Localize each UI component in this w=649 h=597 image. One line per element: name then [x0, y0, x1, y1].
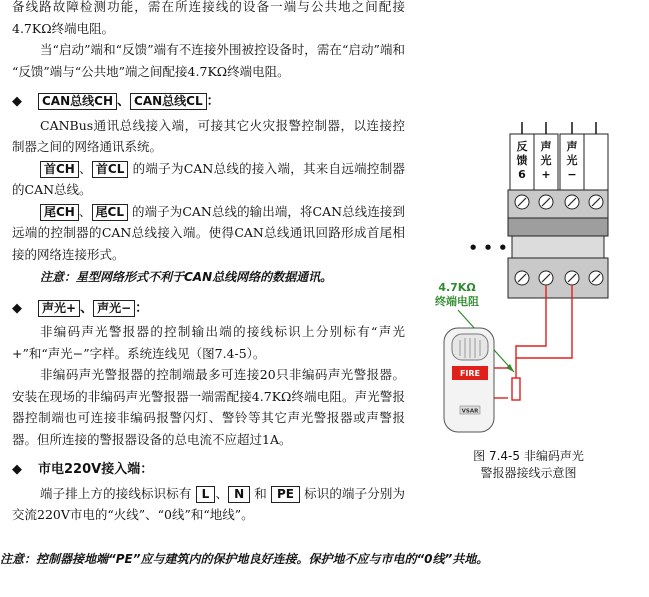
- mains-terminal-tag: PE: [271, 486, 300, 503]
- sound-paragraph: 非编码声光警报器的控制端最多可连接20只非编码声光警报器。安装在现场的非编码声光警报器一端需配接4.7KΩ终端电阻。声光警报器控制端也可连接非编码报警闪灯、警铃等其它声光警报器或声警报器。但所连接的警报器设备的总电流不应超过1A。: [12, 367, 405, 447]
- siren-brand-text: VSAR: [461, 408, 479, 415]
- red-wiring: [492, 285, 572, 398]
- figure-caption-line-2: 警报器接线示意图: [480, 466, 577, 480]
- terminal-label: [541, 139, 552, 181]
- terminal-label-char: +: [541, 168, 551, 181]
- terminal-tag: 首CH: [40, 161, 79, 178]
- can-paragraph-text: CANBus通讯总线接入端，可接其它火灾报警控制器，以连接控制器之间的网络通讯系统。: [12, 117, 405, 154]
- terminal-label-char: −: [567, 168, 577, 181]
- diamond-bullet-icon: ◆: [12, 300, 22, 316]
- can-heading-tag: CAN总线CL: [130, 93, 207, 110]
- terminal-ellipsis: • • •: [468, 239, 508, 257]
- can-heading-tags: [38, 94, 207, 109]
- resistor: [512, 378, 520, 400]
- intro-line-2: 当“启动”端和“反馈”端有不连接外围被控设备时，需在“启动”端和 “反馈”端与“公共地”端之间配接4.7KΩ终端电阻。: [12, 42, 405, 79]
- can-paragraph: [12, 115, 405, 158]
- can-heading-separator: 、: [117, 94, 131, 109]
- sound-heading-tag: 声光−: [93, 300, 135, 317]
- mains-heading-text: 市电220V接入端：: [38, 462, 154, 477]
- terminal-label-char: 馈: [516, 154, 528, 167]
- mains-terminal-tag: L: [196, 486, 216, 503]
- wiring-figure: [408, 110, 649, 480]
- top-wires: [522, 122, 596, 134]
- intro-line-1: 备线路故障检测功能，需在所连接线的设备一端与公共地之间配接4.7KΩ终端电阻。: [12, 0, 405, 36]
- can-paragraph-text: 的端子为CAN总线的输出端，将CAN总线连接到远端的控制器的CAN总线接入端。使得CAN总线通讯回路形成首尾相接的网络连接形式。: [12, 203, 405, 262]
- diamond-bullet-icon: ◆: [12, 94, 22, 109]
- terminal-block-base: [508, 218, 608, 236]
- terminal-tag: 尾CL: [92, 204, 128, 221]
- mains-terminal-tag: N: [228, 486, 250, 503]
- terminal-label-char: 光: [566, 154, 578, 167]
- can-paragraph: [12, 158, 405, 201]
- mains-text-after: 标识的端子分别为交流220V市电的“火线”、“0线”和“地线”。: [12, 485, 405, 522]
- terminal-tag: 尾CH: [40, 204, 79, 221]
- sound-paragraph: 非编码声光警报器的控制输出端的接线标识上分别标有“声光+”和“声光−”字样。系统连线见（图7.4-5）。: [12, 324, 405, 361]
- sound-heading-separator: 、: [80, 300, 94, 316]
- sound-heading-colon: ：: [135, 300, 149, 316]
- terminal-label-char: 光: [540, 154, 552, 167]
- terminal-block-gap: [512, 236, 604, 258]
- terminal-label-char: 声: [566, 140, 578, 153]
- terminal-label-char: 声: [540, 140, 552, 153]
- mains-section-body: [12, 483, 405, 526]
- terminal-separator: 、: [78, 203, 92, 219]
- resistor-value-label: 4.7KΩ: [438, 281, 476, 294]
- can-paragraph: [12, 201, 405, 266]
- siren-fire-text: FIRE: [459, 369, 481, 378]
- terminal-label-text: [517, 139, 578, 181]
- sound-section-heading: [12, 298, 405, 320]
- terminal-tag: 首CL: [92, 161, 128, 178]
- grounding-note: 注意：控制器接地端“PE”应与建筑内的保护地良好连接。保护地不应与市电的“0线”共地。: [0, 552, 489, 566]
- can-paragraph-text: 的端子为CAN总线的接入端，其来自远端控制器的CAN总线。: [12, 160, 405, 197]
- can-heading-tag: CAN总线CH: [38, 93, 117, 110]
- sound-heading-tag: 声光+: [38, 300, 80, 317]
- mains-section-heading: [12, 459, 405, 481]
- resistor-name-label: 终端电阻: [435, 295, 479, 308]
- mains-text-before: 端子排上方的接线标识标有: [40, 485, 196, 501]
- mains-separator: 和: [250, 485, 271, 501]
- terminal-label-char: 反: [516, 140, 528, 153]
- terminal-label: [567, 139, 578, 181]
- figure-caption-line-1: 图 7.4-5 非编码声光: [473, 449, 584, 463]
- label-box-4: [584, 134, 608, 190]
- can-section-heading: [12, 91, 405, 113]
- can-heading-colon: ：: [206, 94, 220, 109]
- can-network-note: 注意：星型网络形式不利于CAN总线网络的数据通讯。: [40, 270, 333, 284]
- text-column: [12, 0, 405, 526]
- mains-separator: 、: [215, 485, 229, 501]
- wiring-diagram: [408, 110, 649, 450]
- diamond-bullet-icon: ◆: [12, 462, 22, 477]
- sound-section-body: [12, 321, 405, 450]
- terminal-separator: 、: [78, 160, 92, 176]
- terminal-label-char: 6: [518, 168, 526, 181]
- can-section-body: [12, 115, 405, 266]
- sound-heading-tags: [38, 301, 135, 316]
